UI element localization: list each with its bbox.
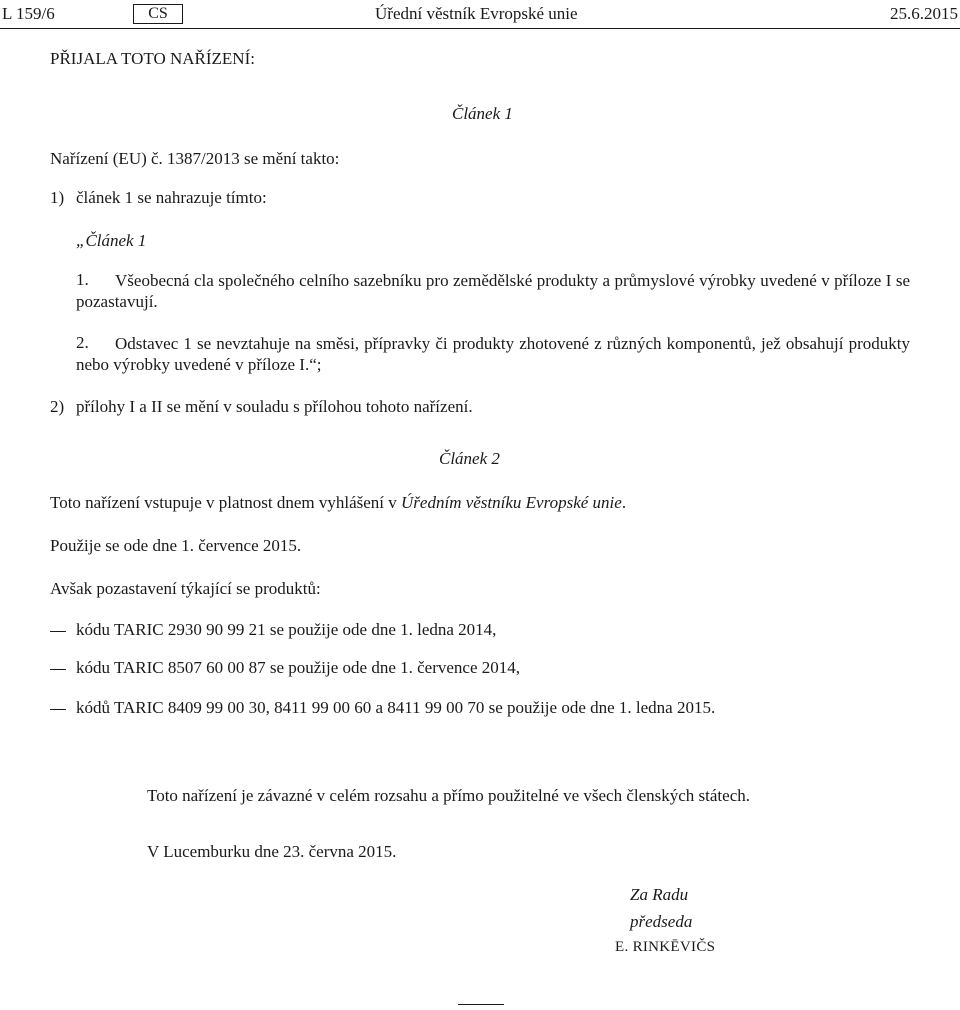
- article-2-heading: Článek 2: [439, 449, 500, 468]
- page-header: [0, 0, 960, 29]
- quoted-article-heading: „Článek 1: [76, 231, 147, 250]
- paragraph-1-number: 1.: [76, 270, 89, 289]
- official-journal-name: Úředním věstníku Evropské unie: [401, 493, 622, 512]
- taric-item-2: kódu TARIC 8507 60 00 87 se použije ode dne 1. července 2014,: [76, 658, 521, 677]
- dash-marker: [50, 669, 66, 670]
- signature-role: předseda: [630, 912, 693, 931]
- dash-marker: [50, 631, 66, 632]
- application-date: Použije se ode dne 1. července 2015.: [50, 536, 302, 555]
- binding-statement: Toto nařízení je závazné v celém rozsahu a přímo použitelné ve všech členských státech.: [147, 786, 750, 805]
- paragraph-2-text: Odstavec 1 se nevztahuje na směsi, přípravky či produkty zhotovené z různých komponentů, jež obsahují produkty nebo výrobky uvedené v příloze I.“;: [76, 334, 910, 374]
- publication-date: 25.6.2015: [890, 4, 958, 23]
- signature-council: Za Radu: [630, 885, 689, 904]
- item-2-text: přílohy I a II se mění v souladu s přílohou tohoto nařízení.: [76, 397, 473, 416]
- suspension-intro: Avšak pozastavení týkající se produktů:: [50, 579, 321, 598]
- amendment-intro: Nařízení (EU) č. 1387/2013 se mění takto:: [50, 149, 340, 168]
- signatory-name: E. RINKĒVIČS: [615, 939, 716, 955]
- article-1-heading: Článek 1: [452, 104, 513, 123]
- taric-item-3: kódů TARIC 8409 99 00 30, 8411 99 00 60 a 8411 99 00 70 se použije ode dne 1. ledna 2015.: [76, 698, 716, 717]
- paragraph-2-number: 2.: [76, 333, 89, 352]
- entry-into-force-suffix: .: [621, 493, 627, 512]
- item-1-text: článek 1 se nahrazuje tímto:: [76, 188, 267, 207]
- dash-marker: [50, 709, 66, 710]
- adoption-statement: PŘIJALA TOTO NAŘÍZENÍ:: [50, 49, 255, 68]
- taric-item-1: kódu TARIC 2930 90 99 21 se použije ode dne 1. ledna 2014,: [76, 620, 497, 639]
- end-rule: [458, 1004, 504, 1005]
- item-2-number: 2): [50, 397, 65, 416]
- page-reference: L 159/6: [2, 4, 55, 23]
- entry-into-force: [50, 493, 626, 513]
- language-badge: CS: [133, 4, 183, 24]
- journal-title: Úřední věstník Evropské unie: [375, 4, 578, 23]
- place-and-date: V Lucemburku dne 23. června 2015.: [147, 842, 397, 861]
- item-1-number: 1): [50, 188, 65, 207]
- paragraph-1-text: Všeobecná cla společného celního sazebníku pro zemědělské produkty a průmyslové výrobky uvedené v příloze I se pozastavují.: [76, 271, 910, 311]
- entry-into-force-prefix: Toto nařízení vstupuje v platnost dnem vyhlášení v: [50, 493, 402, 512]
